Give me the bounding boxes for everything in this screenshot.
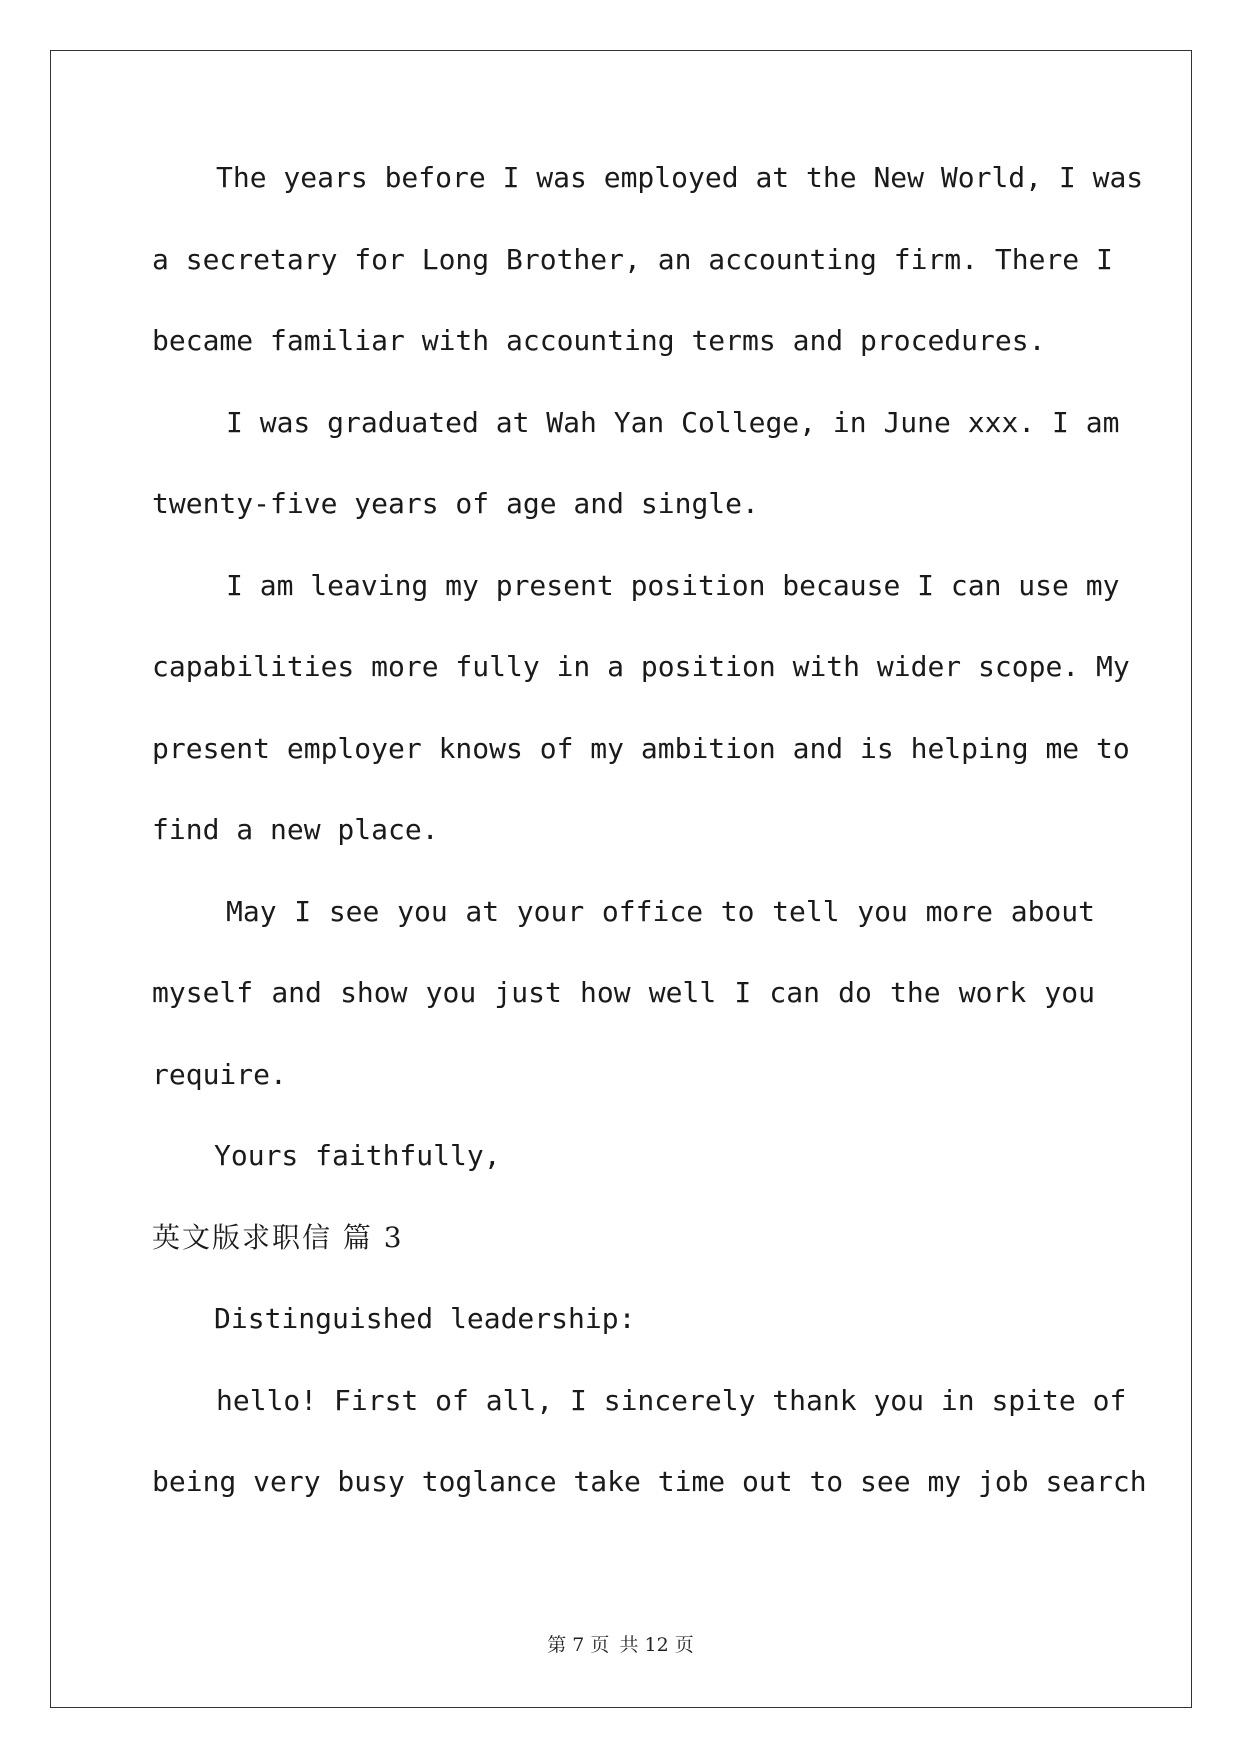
text-line: May I see you at your office to tell you more about [226, 894, 1095, 928]
text-line: present employer knows of my ambition and is helping me to [152, 731, 1130, 765]
section-heading: 英文版求职信 篇 3 [152, 1220, 404, 1254]
text-line: I am leaving my present position because I can use my [226, 568, 1120, 602]
page-footer [0, 1630, 1241, 1657]
text-line: Yours faithfully, [214, 1139, 501, 1172]
text-line: find a new place. [152, 813, 439, 846]
page-total: 共 12 页 [619, 1634, 694, 1656]
page-number: 第 7 页 [547, 1634, 610, 1656]
text-line: require. [152, 1057, 287, 1091]
text-line: Distinguished leadership: [214, 1302, 636, 1335]
text-line: I was graduated at Wah Yan College, in June xxx. I am [226, 405, 1120, 439]
text-line: myself and show you just how well I can do the work you [152, 976, 1095, 1009]
text-line: a secretary for Long Brother, an accounting firm. There I [152, 242, 1113, 276]
text-line: The years before I was employed at the New World, I was [216, 161, 1144, 194]
text-line: twenty-five years of age and single. [152, 487, 759, 520]
text-line: became familiar with accounting terms and procedures. [152, 324, 1046, 357]
text-line: capabilities more fully in a position with wider scope. My [152, 650, 1130, 683]
document-body [152, 158, 1147, 1544]
text-line: hello! First of all, I sincerely thank you in spite of [216, 1383, 1127, 1417]
text-line: being very busy toglance take time out to see my job search [152, 1465, 1147, 1498]
